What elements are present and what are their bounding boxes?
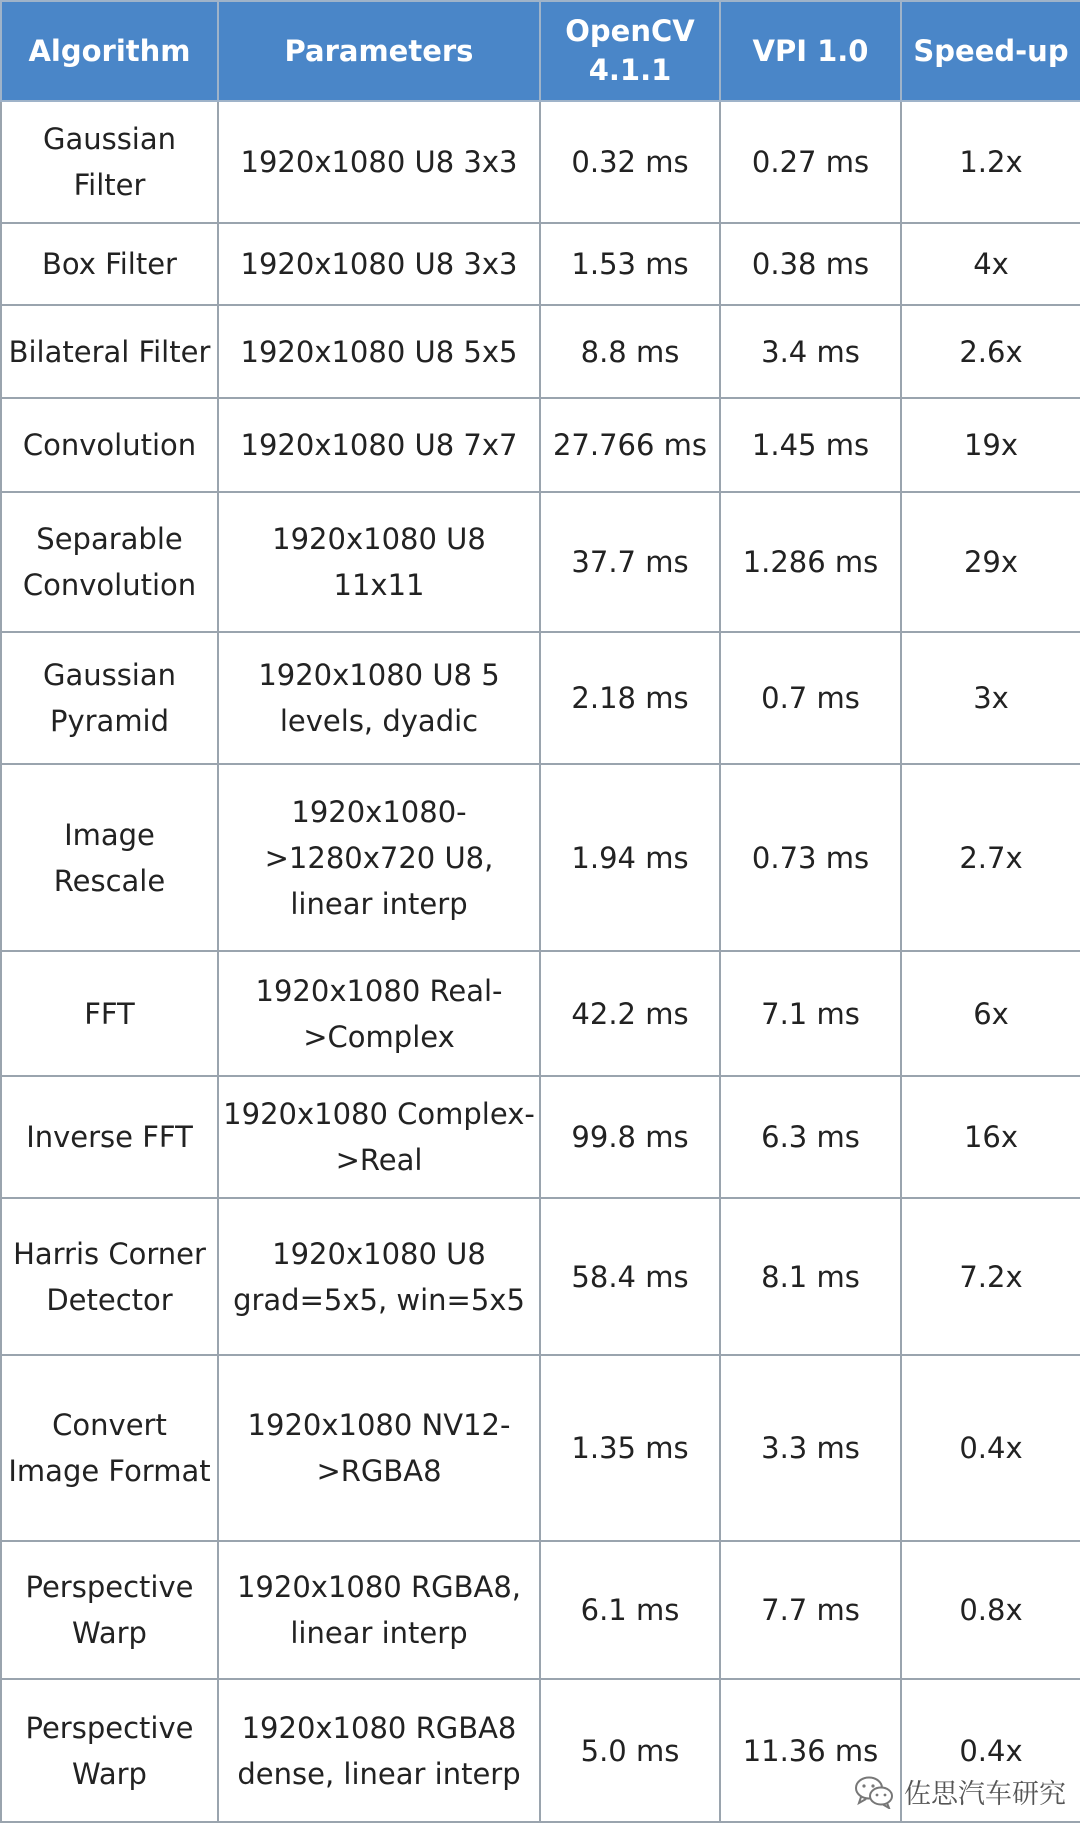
header-vpi: VPI 1.0 [720,1,901,101]
opencv-time-cell: 27.766 ms [540,398,720,492]
parameters-cell: 1920x1080 U8 5x5 [218,305,540,398]
algorithm-cell: Image Rescale [1,764,218,951]
speedup-cell: 7.2x [901,1198,1080,1355]
vpi-time-cell: 0.27 ms [720,101,901,223]
parameters-cell: 1920x1080 U8 7x7 [218,398,540,492]
opencv-time-cell: 58.4 ms [540,1198,720,1355]
algorithm-cell: Convert Image Format [1,1355,218,1541]
vpi-time-cell: 7.7 ms [720,1541,901,1679]
speedup-cell: 16x [901,1076,1080,1198]
vpi-time-cell: 6.3 ms [720,1076,901,1198]
algorithm-cell: Separable Convolution [1,492,218,632]
opencv-time-cell: 37.7 ms [540,492,720,632]
table-row [1,101,1080,223]
speedup-cell: 3x [901,632,1080,764]
algorithm-cell: FFT [1,951,218,1076]
table-row [1,632,1080,764]
vpi-time-cell: 8.1 ms [720,1198,901,1355]
table-row [1,1355,1080,1541]
parameters-cell: 1920x1080 RGBA8, linear interp [218,1541,540,1679]
opencv-time-cell: 99.8 ms [540,1076,720,1198]
parameters-cell: 1920x1080 RGBA8 dense, linear interp [218,1679,540,1822]
parameters-cell: 1920x1080 U8 3x3 [218,101,540,223]
parameters-cell: 1920x1080->1280x720 U8, linear interp [218,764,540,951]
vpi-time-cell: 11.36 ms [720,1679,901,1822]
algorithm-cell: Perspective Warp [1,1679,218,1822]
speedup-cell: 0.4x [901,1679,1080,1822]
speedup-cell: 0.4x [901,1355,1080,1541]
opencv-time-cell: 1.53 ms [540,223,720,305]
opencv-time-cell: 2.18 ms [540,632,720,764]
opencv-time-cell: 0.32 ms [540,101,720,223]
header-parameters: Parameters [218,1,540,101]
parameters-cell: 1920x1080 U8 3x3 [218,223,540,305]
speedup-cell: 2.7x [901,764,1080,951]
table-row [1,1076,1080,1198]
vpi-time-cell: 1.286 ms [720,492,901,632]
table-row [1,223,1080,305]
algorithm-cell: Box Filter [1,223,218,305]
table-row [1,1198,1080,1355]
watermark [854,1772,1066,1811]
table-row [1,492,1080,632]
parameters-cell: 1920x1080 U8 11x11 [218,492,540,632]
opencv-time-cell: 5.0 ms [540,1679,720,1822]
parameters-cell: 1920x1080 NV12->RGBA8 [218,1355,540,1541]
algorithm-cell: Bilateral Filter [1,305,218,398]
vpi-time-cell: 3.3 ms [720,1355,901,1541]
opencv-time-cell: 6.1 ms [540,1541,720,1679]
header-opencv: OpenCV 4.1.1 [540,1,720,101]
speedup-cell: 1.2x [901,101,1080,223]
vpi-time-cell: 7.1 ms [720,951,901,1076]
speedup-cell: 2.6x [901,305,1080,398]
opencv-time-cell: 8.8 ms [540,305,720,398]
table-body [1,101,1080,1822]
algorithm-cell: Gaussian Pyramid [1,632,218,764]
speedup-cell: 19x [901,398,1080,492]
opencv-time-cell: 42.2 ms [540,951,720,1076]
speedup-cell: 29x [901,492,1080,632]
parameters-cell: 1920x1080 U8 5 levels, dyadic [218,632,540,764]
table-row [1,951,1080,1076]
algorithm-cell: Inverse FFT [1,1076,218,1198]
vpi-time-cell: 0.38 ms [720,223,901,305]
parameters-cell: 1920x1080 U8 grad=5x5, win=5x5 [218,1198,540,1355]
vpi-time-cell: 0.7 ms [720,632,901,764]
table-row [1,1541,1080,1679]
watermark-text: 佐思汽车研究 [904,1779,1066,1810]
algorithm-cell: Gaussian Filter [1,101,218,223]
parameters-cell: 1920x1080 Complex->Real [218,1076,540,1198]
header-algorithm: Algorithm [1,1,218,101]
opencv-time-cell: 1.94 ms [540,764,720,951]
header-speedup: Speed-up [901,1,1080,101]
wechat-icon [854,1775,894,1809]
parameters-cell: 1920x1080 Real->Complex [218,951,540,1076]
vpi-time-cell: 1.45 ms [720,398,901,492]
table-header-row [1,1,1080,101]
opencv-time-cell: 1.35 ms [540,1355,720,1541]
speedup-cell: 4x [901,223,1080,305]
speedup-cell: 0.8x [901,1541,1080,1679]
algorithm-cell: Perspective Warp [1,1541,218,1679]
speedup-cell: 6x [901,951,1080,1076]
algorithm-cell: Harris Corner Detector [1,1198,218,1355]
algorithm-cell: Convolution [1,398,218,492]
table-row [1,398,1080,492]
vpi-time-cell: 3.4 ms [720,305,901,398]
vpi-time-cell: 0.73 ms [720,764,901,951]
table-row [1,764,1080,951]
table-row [1,305,1080,398]
